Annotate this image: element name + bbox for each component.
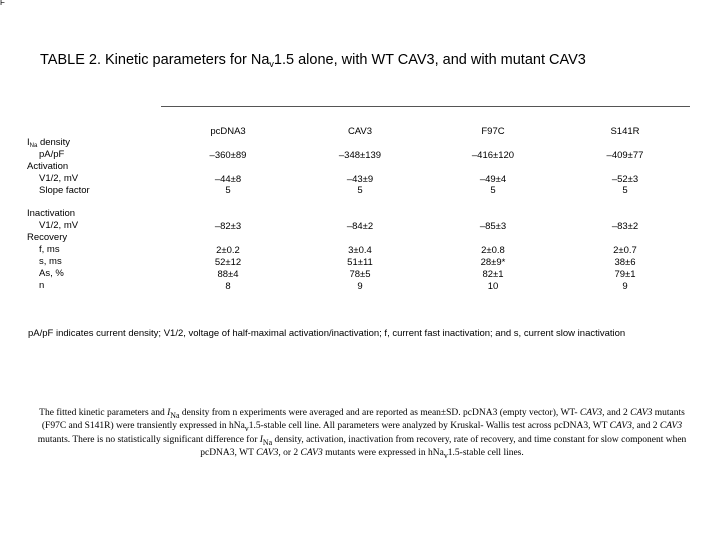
caption-text: density, activation, inactivation from recovery, rate of recovery, and time constant for slow component when pcDNA3, WT: [200, 434, 687, 459]
title-prefix: TABLE 2. Kinetic parameters for Na: [40, 52, 270, 68]
corner-mark: F: [0, 0, 5, 7]
table-cell: 10: [487, 280, 499, 292]
caption-text: mutants were expressed in hNa: [322, 448, 444, 459]
ina-prefix: I: [27, 137, 30, 148]
caption-text: The fitted kinetic parameters and: [39, 408, 168, 418]
caption-text: , or 2: [278, 448, 301, 459]
row-label-inact-v12: V1/2, mV: [39, 220, 79, 232]
column-f97c: [453, 126, 533, 292]
table-title: [40, 52, 720, 69]
caption-text: , and 2: [602, 408, 631, 418]
table-cell: –360±89: [209, 149, 247, 161]
row-label-inactivation: Inactivation: [27, 208, 76, 220]
caption-text: mutants (F97C and S141R) were transiently expressed in hNa: [41, 408, 685, 432]
caption-italic: I: [167, 408, 171, 418]
caption-text: 1.5-stable cell line. All parameters were analyzed by Kruskal- Wallis test across pcDNA3, WT: [248, 421, 610, 432]
table-cell: 2±0.8: [481, 244, 505, 256]
table-footnote: pA/pF indicates current density; V1/2, voltage of half-maximal activation/inactivation; f, current fast inactivation; and s, current slow inactivation: [28, 328, 626, 339]
row-label-act-v12: V1/2, mV: [39, 172, 79, 184]
column-s141r: [585, 126, 665, 292]
table-cell: –82±3: [214, 221, 242, 233]
caption-text: mutants. There is no statistically significant difference for: [37, 434, 260, 445]
row-label-s-ms: s, ms: [39, 255, 62, 267]
title-suffix: 1.5 alone, with WT CAV3, and with mutant CAV3: [273, 52, 586, 68]
table-cell: –409±77: [606, 149, 644, 161]
table-cell: 2±0.7: [613, 244, 637, 256]
caption-gene: CAV3: [579, 408, 603, 418]
caption-gene: CAV3: [256, 448, 279, 459]
table-cell: 52±12: [214, 256, 242, 268]
table-cell: 38±6: [614, 256, 636, 268]
row-label-slope-factor: Slope factor: [39, 184, 90, 196]
table-caption: [30, 408, 694, 462]
caption-gene: CAV3: [609, 421, 632, 432]
row-label-activation: Activation: [27, 160, 69, 172]
table-cell: 5: [225, 185, 231, 197]
table-cell: 78±5: [349, 268, 371, 280]
table-cell: 2±0.2: [216, 244, 240, 256]
column-header: CAV3: [347, 126, 373, 137]
table-cell: –49±4: [479, 173, 507, 185]
row-label-as-pct: As, %: [39, 267, 64, 279]
column-pcdna3: [188, 126, 268, 292]
table-cell: 5: [357, 185, 363, 197]
caption-gene: CAV3: [300, 448, 323, 459]
table-cell: 3±0.4: [348, 244, 372, 256]
caption-sub: v: [443, 451, 448, 461]
row-label-ina-density: [27, 137, 90, 149]
table-cell: 51±11: [347, 256, 373, 268]
table-cell: 82±1: [482, 268, 504, 280]
caption-sub: v: [244, 424, 249, 434]
title-subscript: v: [269, 59, 274, 69]
table-cell: –83±2: [611, 221, 639, 233]
table-cell: –43±9: [346, 173, 374, 185]
column-header: S141R: [610, 126, 640, 137]
table-top-rule: [161, 106, 690, 107]
caption-sub: Na: [170, 410, 180, 420]
table-cell: –416±120: [471, 149, 515, 161]
table-cell: –84±2: [346, 221, 374, 233]
column-header: F97C: [481, 126, 505, 137]
table-cell: –348±139: [338, 149, 382, 161]
table-cell: –85±3: [479, 221, 507, 233]
table-cell: 79±1: [614, 268, 636, 280]
caption-gene: CAV3: [659, 421, 683, 432]
table-cell: 5: [622, 185, 628, 197]
table-cell: –44±8: [214, 173, 242, 185]
caption-text: 1.5-stable cell lines.: [447, 448, 524, 459]
table-cell: 28±9*: [480, 256, 506, 268]
table-cell: –52±3: [611, 173, 639, 185]
ina-sub: Na: [29, 143, 38, 149]
row-label-recovery: Recovery: [27, 232, 68, 244]
table-cell: 88±4: [217, 268, 239, 280]
caption-gene: CAV3: [630, 408, 653, 418]
row-label-pa-pf: pA/pF: [39, 148, 65, 160]
row-labels: [27, 137, 90, 292]
row-label-f-ms: f, ms: [39, 244, 60, 256]
column-cav3: [320, 126, 400, 292]
caption-text: , and 2: [631, 421, 660, 432]
column-header: pcDNA3: [210, 126, 246, 137]
table-cell: 8: [225, 280, 231, 292]
table-cell: 9: [622, 280, 628, 292]
ina-suffix: density: [37, 137, 71, 148]
caption-text: density from n experiments were averaged and are reported as mean±SD. pcDNA3 (empty vector), WT-: [179, 408, 580, 418]
table-cell: 9: [357, 280, 363, 292]
table-cell: 5: [490, 185, 496, 197]
row-label-n: n: [39, 279, 45, 291]
caption-italic: I: [259, 434, 263, 445]
caption-sub: Na: [262, 437, 273, 447]
